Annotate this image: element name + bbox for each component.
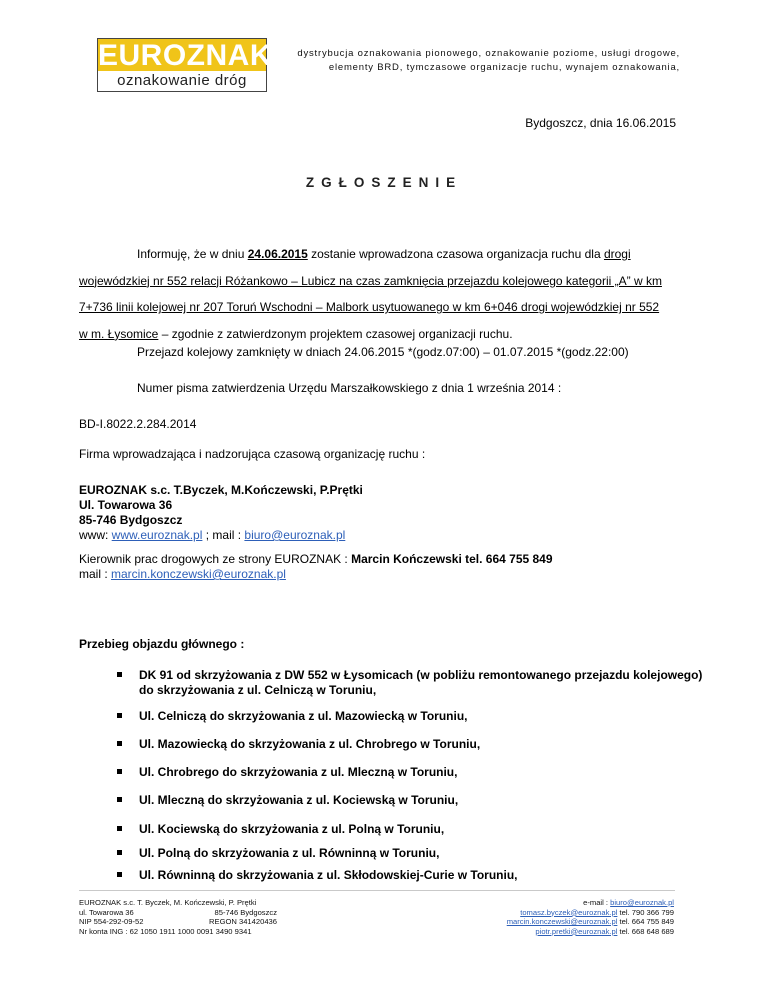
manager-label: Kierownik prac drogowych ze strony EUROZNAK : <box>79 552 352 566</box>
manager-mail-label: mail : <box>79 567 112 581</box>
mail-label: ; mail : <box>202 528 245 542</box>
p1-text: Informuję, że w dniu <box>137 247 248 261</box>
bullet-icon <box>117 769 122 774</box>
tagline-line-1: dystrybucja oznakowania pionowego, oznakowanie poziome, usługi drogowe, <box>297 48 680 59</box>
route-item-text: Ul. Polną do skrzyżowania z ul. Równinną w Toruniu, <box>139 846 440 860</box>
bullet-icon <box>117 741 122 746</box>
footer-email-line <box>507 898 674 908</box>
route-item-text: Ul. Chrobrego do skrzyżowania z ul. Mleczną w Toruniu, <box>139 765 458 779</box>
manager-name: Marcin Kończewski tel. 664 755 849 <box>351 552 553 566</box>
contact-email-link[interactable]: tomasz.byczek@euroznak.pl <box>520 907 618 917</box>
route-item-text-cont: do skrzyżowania z ul. Celniczą w Toruniu, <box>139 683 377 697</box>
route-item-text: Ul. Mleczną do skrzyżowania z ul. Kociewską w Toruniu, <box>139 793 459 807</box>
document-title: ZGŁOSZENIE <box>305 175 463 190</box>
footer-divider <box>79 890 675 891</box>
company-city: 85-746 Bydgoszcz <box>79 513 183 527</box>
bullet-icon <box>117 672 122 677</box>
paragraph-line-3: 7+736 linii kolejowej nr 207 Toruń Wschodni – Malbork usytuowanego w km 6+046 drogi wojewódzkiej nr 552 <box>79 300 660 315</box>
footer-contacts <box>507 898 674 936</box>
euroznak-logo <box>97 38 272 92</box>
p1-drogi: drogi <box>603 247 631 261</box>
manager-line <box>79 552 553 567</box>
manager-email-link[interactable]: marcin.konczewski@euroznak.pl <box>111 567 286 581</box>
firm-intro: Firma wprowadzająca i nadzorująca czasową organizację ruchu : <box>79 447 426 461</box>
contact-phone: tel. 668 648 689 <box>617 926 674 936</box>
company-tagline <box>297 47 680 75</box>
contact-phone: tel. 790 366 799 <box>617 907 674 917</box>
bullet-icon <box>117 797 122 802</box>
footer-company-info <box>79 898 277 936</box>
location-name: w m. Łysomice <box>79 326 159 341</box>
company-street: Ul. Towarowa 36 <box>79 498 173 512</box>
manager-mail-line <box>79 567 553 582</box>
route-item-text: Ul. Celniczą do skrzyżowania z ul. Mazowiecką w Toruniu, <box>139 709 468 723</box>
footer-bank: Nr konta ING : 62 1050 1911 1000 0091 3490 9341 <box>79 926 252 936</box>
company-contact <box>79 528 363 543</box>
paragraph-line-4 <box>79 321 691 348</box>
contact-phone: tel. 664 755 849 <box>617 917 674 926</box>
manager-block <box>79 552 553 582</box>
date-line: Bydgoszcz, dnia 16.06.2015 <box>525 116 676 130</box>
approval-number: BD-I.8022.2.284.2014 <box>79 417 197 431</box>
l4-rest: – zgodnie z zatwierdzonym projektem czasowej organizacji ruchu. <box>158 326 513 341</box>
route-item-text: DK 91 od skrzyżowania z DW 552 w Łysomicach (w pobliżu remontowanego przejazdu kolejowego) <box>139 668 703 682</box>
footer-company: EUROZNAK s.c. T. Byczek, M. Kończewski, P. Prętki <box>79 898 257 907</box>
footer-contact-row <box>507 927 674 937</box>
approval-reference: Numer pisma zatwierdzenia Urzędu Marszałkowskiego z dnia 1 września 2014 : <box>137 381 562 395</box>
route-item-text: Ul. Mazowiecką do skrzyżowania z ul. Chrobrego w Toruniu, <box>139 737 481 751</box>
footer-nip: NIP 554-292-09-52 <box>79 917 144 926</box>
route-heading: Przebieg objazdu głównego : <box>79 637 245 651</box>
footer-city: 85-746 Bydgoszcz <box>214 907 277 917</box>
paragraph-line-2: wojewódzkiej nr 552 relacji Różankowo – Lubicz na czas zamknięcia przejazdu kolejowego kategorii „A” w km <box>79 273 662 288</box>
paragraph-line-1 <box>79 241 691 268</box>
footer-email-link[interactable]: biuro@euroznak.pl <box>610 898 674 907</box>
company-email-link[interactable]: biuro@euroznak.pl <box>244 528 346 542</box>
logo-subtitle: oznakowanie dróg <box>117 72 247 89</box>
footer-ids <box>79 917 277 927</box>
footer-contact-row <box>507 908 674 918</box>
website-link[interactable]: www.euroznak.pl <box>111 528 203 542</box>
footer-regon: REGON 341420436 <box>209 917 277 926</box>
footer-street: ul. Towarowa 36 <box>79 907 134 917</box>
p1-rest: zostanie wprowadzona czasowa organizacja ruchu dla <box>307 247 604 261</box>
contact-email-link[interactable]: piotr.pretki@euroznak.pl <box>535 926 618 936</box>
footer-email-label: e-mail : <box>583 898 611 907</box>
notice-paragraph <box>79 241 691 347</box>
bullet-icon <box>117 713 122 718</box>
tagline-line-2: elementy BRD, tymczasowe organizacje ruchu, wynajem oznakowania, <box>328 62 680 73</box>
bullet-icon <box>117 850 122 855</box>
route-item-text: Ul. Kociewską do skrzyżowania z ul. Polną w Toruniu, <box>139 822 445 836</box>
logo-wordmark: EUROZNAK <box>98 39 272 72</box>
route-item-text: Ul. Równinną do skrzyżowania z ul. Skłodowskiej-Curie w Toruniu, <box>139 868 518 882</box>
company-block <box>79 483 363 543</box>
www-label: www: <box>79 528 112 542</box>
footer-contact-row <box>507 917 674 927</box>
bullet-icon <box>117 826 122 831</box>
closure-date: 24.06.2015 <box>247 247 308 261</box>
company-name: EUROZNAK s.c. T.Byczek, M.Kończewski, P.Prętki <box>79 483 363 497</box>
footer-address <box>79 907 277 918</box>
closure-period: Przejazd kolejowy zamknięty w dniach 24.06.2015 *(godz.07:00) – 01.07.2015 *(godz.22:00) <box>137 345 629 359</box>
bullet-icon <box>117 872 122 877</box>
contact-email-link[interactable]: marcin.konczewski@euroznak.pl <box>506 917 618 926</box>
